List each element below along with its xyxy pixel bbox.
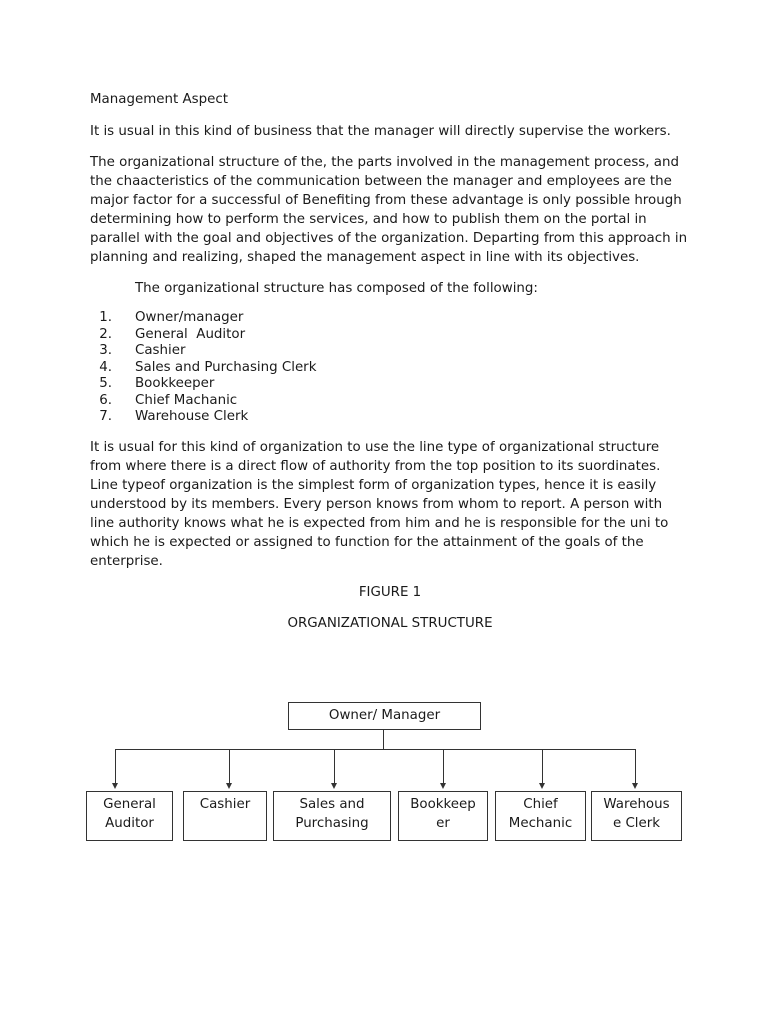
list-item-number: 7. (99, 409, 112, 424)
connector-branch (635, 749, 636, 784)
arrow-down-icon (632, 783, 638, 789)
list-item-label: Bookkeeper (135, 376, 215, 391)
org-node-chief-mechanic: Chief Mechanic (495, 791, 586, 841)
list-item-number: 3. (99, 343, 112, 358)
list-item-label: Chief Machanic (135, 392, 238, 408)
org-node-owner: Owner/ Manager (288, 702, 481, 730)
connector-branch (443, 749, 444, 784)
org-node-warehouse-clerk: Warehous e Clerk (591, 791, 682, 841)
list-item-label: Owner/manager (135, 310, 244, 325)
list-item (90, 376, 690, 393)
list-item-number: 4. (99, 359, 112, 375)
list-item (90, 360, 690, 377)
connector-branch (334, 749, 335, 784)
list-item (90, 310, 690, 327)
list-item (90, 409, 690, 426)
arrow-down-icon (226, 783, 232, 789)
org-node-sales-purchasing: Sales and Purchasing (273, 791, 391, 841)
connector-vertical-top (383, 730, 384, 750)
list-item-label: Cashier (135, 343, 186, 358)
list-item-label: Warehouse Clerk (135, 409, 249, 424)
list-item-label: General Auditor (135, 326, 246, 342)
org-node-bookkeeper: Bookkeep er (398, 791, 488, 841)
list-item-label: Sales and Purchasing Clerk (135, 359, 317, 375)
list-item-number: 2. (99, 326, 112, 342)
arrow-down-icon (539, 783, 545, 789)
list-item-number: 5. (99, 376, 112, 391)
list-item (90, 343, 690, 360)
list-item-number: 1. (99, 310, 112, 325)
list-item-number: 6. (99, 392, 112, 408)
section-heading: Management Aspect (90, 92, 228, 107)
list-intro: The organizational structure has composed of the following: (135, 281, 538, 296)
org-node-general-auditor: General Auditor (86, 791, 173, 841)
document-page (90, 90, 690, 645)
connector-branch (229, 749, 230, 784)
figure-title: ORGANIZATIONAL STRUCTURE (287, 615, 493, 631)
list-item (90, 327, 690, 344)
paragraph-structure: The organizational structure of the, the parts involved in the management process, and the chaacteristics of the communication between the manager and employees are the major factor for a successful of Benefiting from these advantage is only possible hrough determining how to perform the services, and how to publish them on the portal in parallel with the goal and objectives of the organization. Departing from this approach in planning and realizing, shaped the management aspect in line with its objectives. (90, 155, 688, 265)
org-node-cashier: Cashier (183, 791, 267, 841)
connector-branch (115, 749, 116, 784)
arrow-down-icon (440, 783, 446, 789)
arrow-down-icon (112, 783, 118, 789)
paragraph-supervision: It is usual in this kind of business that the manager will directly supervise the workers. (90, 124, 671, 139)
paragraph-line-type: It is usual for this kind of organization to use the line type of organizational structure from where there is a direct flow of authority from the top position to its suordinates. Line typeof organization is the simplest form of organization types, hence it is easily understood by its members. Every person knows from whom to report. A person with line authority knows what he is expected from him and he is responsible for the uni to which he is expected or assigned to function for the attainment of the goals of the enterprise. (90, 439, 669, 569)
structure-list (90, 310, 690, 426)
connector-horizontal (115, 749, 636, 750)
arrow-down-icon (331, 783, 337, 789)
connector-branch (542, 749, 543, 784)
list-item (90, 393, 690, 410)
figure-label: FIGURE 1 (358, 584, 422, 600)
